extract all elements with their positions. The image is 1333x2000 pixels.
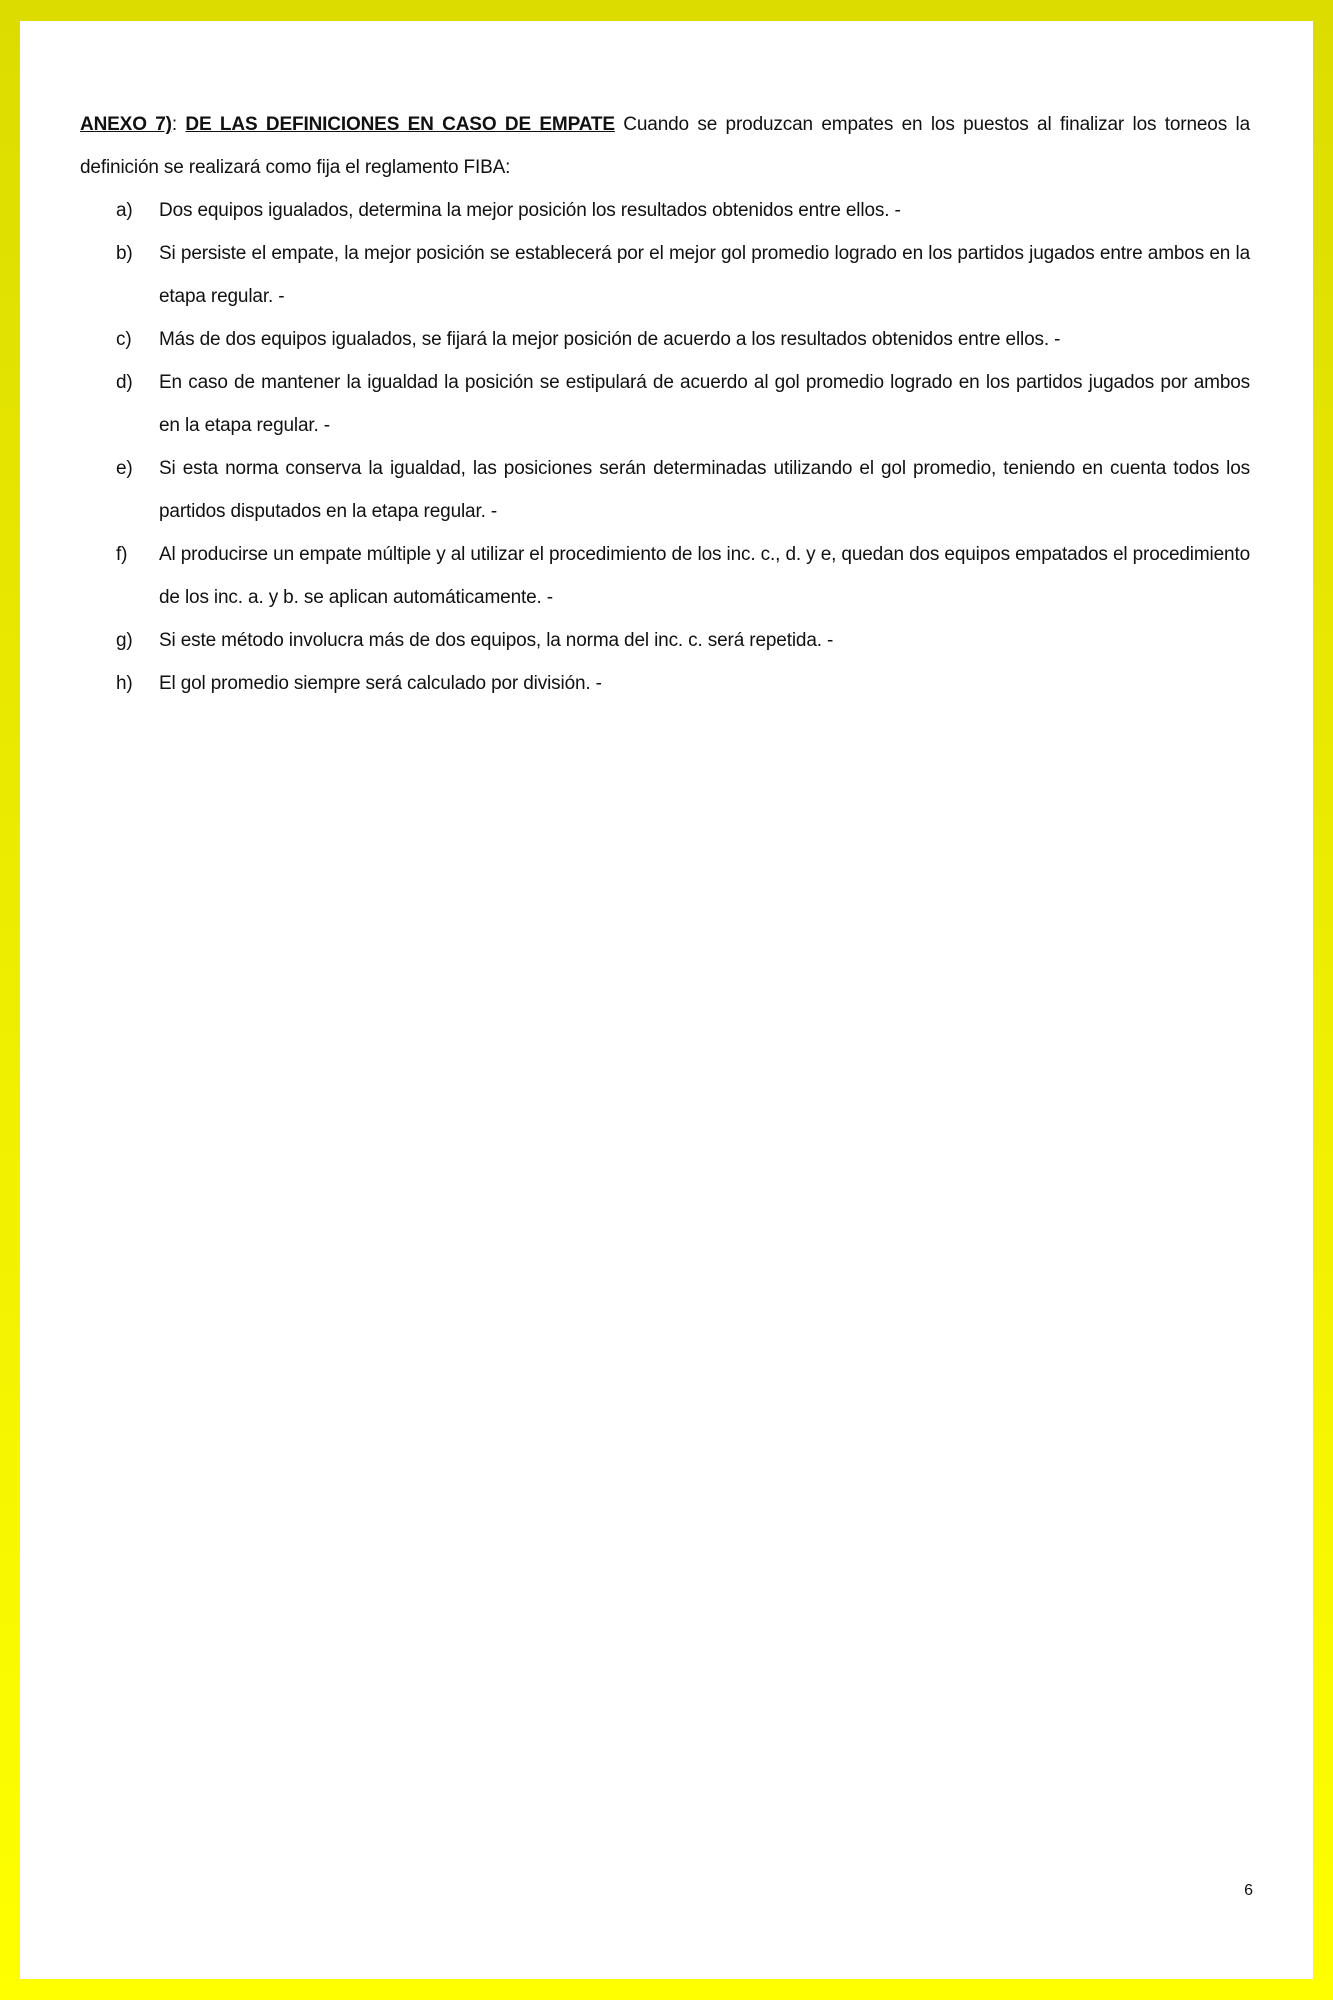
annex-heading: DE LAS DEFINICIONES EN CASO DE EMPATE [185, 114, 615, 135]
page-number: 6 [1244, 1882, 1253, 1899]
list-item [80, 189, 1250, 232]
list-item-text: Más de dos equipos igualados, se fijará la mejor posición de acuerdo a los resultados obtenidos entre ellos. - [159, 329, 1061, 350]
list-item-text: Si persiste el empate, la mejor posición se establecerá por el mejor gol promedio logrado en los partidos jugados entre ambos en la etapa regular. - [159, 243, 1250, 307]
list-marker: f) [116, 544, 128, 565]
list-item-text: Al producirse un empate múltiple y al utilizar el procedimiento de los inc. c., d. y e, quedan dos equipos empatados el procedimiento de los inc. a. y b. se aplican automáticamente. - [159, 544, 1250, 608]
list-item [80, 533, 1250, 619]
list-marker: c) [116, 329, 132, 350]
annex-label: ANEXO 7) [80, 114, 172, 135]
list-item [80, 447, 1250, 533]
list-item-text: En caso de mantener la igualdad la posición se estipulará de acuerdo al gol promedio logrado en los partidos jugados por ambos en la etapa regular. - [159, 372, 1250, 436]
list-marker: a) [116, 200, 133, 221]
list-item [80, 662, 1250, 705]
list-item [80, 619, 1250, 662]
document-page [20, 21, 1313, 1979]
list-marker: e) [116, 458, 133, 479]
annex-content [80, 103, 1250, 705]
list-item [80, 361, 1250, 447]
list-item-text: Si esta norma conserva la igualdad, las posiciones serán determinadas utilizando el gol promedio, teniendo en cuenta todos los partidos disputados en la etapa regular. - [159, 458, 1250, 522]
list-item-text: Si este método involucra más de dos equipos, la norma del inc. c. será repetida. - [159, 630, 834, 651]
list-item-text: El gol promedio siempre será calculado por división. - [159, 673, 602, 694]
annex-separator: : [171, 114, 186, 135]
list-item [80, 318, 1250, 361]
list-marker: g) [116, 630, 133, 651]
annex-intro-text: Cuando se produzcan empates en los puestos al finalizar los torneos la definición se realizará como fija el reglamento FIBA: [80, 114, 1250, 178]
annex-intro-paragraph [80, 103, 1250, 189]
list-marker: d) [116, 372, 133, 393]
list-item [80, 232, 1250, 318]
list-item-text: Dos equipos igualados, determina la mejor posición los resultados obtenidos entre ellos. - [159, 200, 901, 221]
list-marker: b) [116, 243, 133, 264]
list-marker: h) [116, 673, 133, 694]
tie-rules-list [80, 189, 1250, 705]
